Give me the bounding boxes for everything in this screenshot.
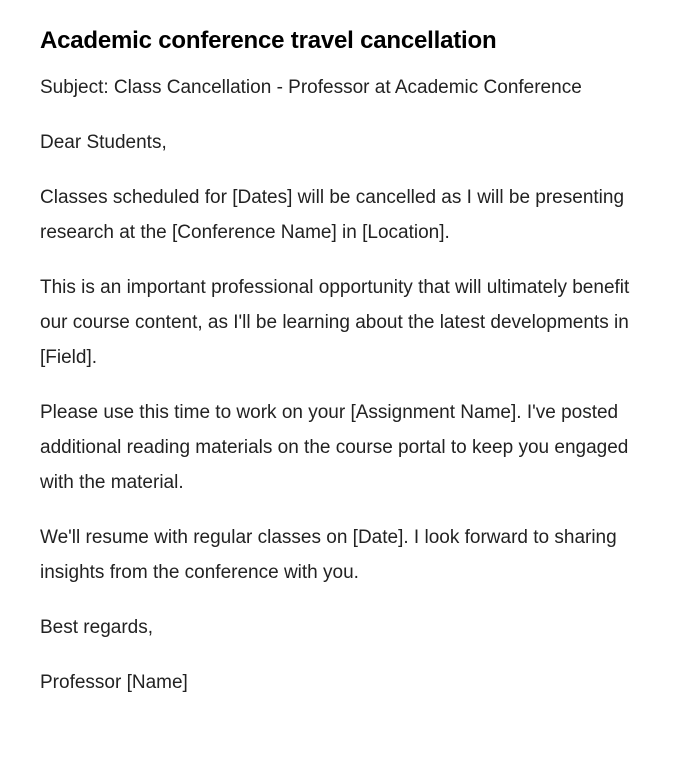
greeting: Dear Students, bbox=[40, 132, 167, 153]
subject-line: Subject: Class Cancellation - Professor at Academic Conference bbox=[40, 77, 582, 98]
closing: Best regards, bbox=[40, 617, 153, 638]
body-paragraph: This is an important professional opportunity that will ultimately benefit our course content, as I'll be learning about the latest developments in [Field]. bbox=[40, 277, 630, 368]
signature: Professor [Name] bbox=[40, 672, 188, 693]
body-paragraph: Classes scheduled for [Dates] will be cancelled as I will be presenting research at the [Conference Name] in [Location]. bbox=[40, 187, 625, 243]
document-title: Academic conference travel cancellation bbox=[40, 27, 497, 54]
body-paragraph: We'll resume with regular classes on [Date]. I look forward to sharing insights from the conference with you. bbox=[40, 527, 617, 583]
body-paragraph: Please use this time to work on your [Assignment Name]. I've posted additional reading materials on the course portal to keep you engaged with the material. bbox=[40, 402, 629, 493]
